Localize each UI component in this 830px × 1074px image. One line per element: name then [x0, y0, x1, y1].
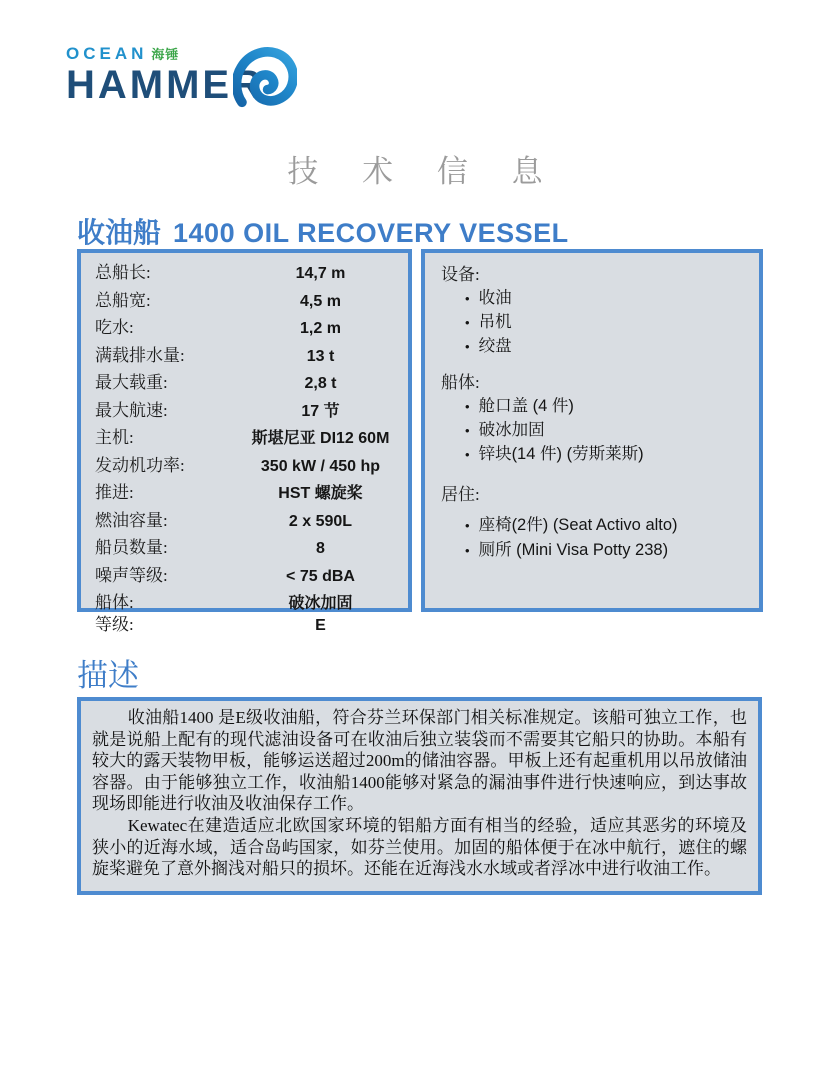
equipment-item	[441, 336, 745, 357]
logo-chinese-text: 海锤	[151, 47, 180, 62]
document-title: 技 术 信 息	[287, 154, 561, 189]
spec-value: < 75 dBA	[286, 567, 355, 585]
vessel-heading-cn: 收油船	[77, 218, 162, 249]
wave-swirl-icon	[233, 46, 297, 110]
spec-label: 发动机功率:	[95, 455, 185, 475]
spec-row	[95, 262, 396, 285]
logo	[66, 44, 306, 114]
bullet-icon: •	[465, 399, 470, 414]
spec-row	[95, 510, 396, 533]
spec-row	[95, 372, 396, 395]
spec-value: 1,2 m	[300, 320, 341, 337]
spec-label: 等级:	[95, 614, 134, 634]
spec-label: 船员数量:	[95, 538, 168, 557]
equipment-item-list	[441, 288, 745, 357]
spec-label: 燃油容量:	[95, 510, 168, 530]
equipment-item	[441, 396, 745, 417]
equipment-section-accommodation	[441, 484, 745, 561]
equipment-item	[441, 420, 745, 441]
spec-row	[95, 615, 396, 635]
equipment-item-label: 舱口盖 (4 件)	[478, 397, 574, 415]
equipment-item-label: 绞盘	[478, 337, 512, 355]
spec-label: 总船长:	[95, 263, 151, 282]
equipment-box	[421, 249, 763, 612]
spec-label: 最大航速:	[95, 400, 168, 420]
panels-row	[77, 249, 763, 634]
equipment-section-hull	[441, 372, 745, 465]
logo-ocean-text: OCEAN	[66, 44, 148, 63]
equipment-item-label: 破冰加固	[478, 421, 545, 439]
spec-value: 17 节	[301, 402, 340, 420]
equipment-item-label: 收油	[478, 289, 512, 307]
spec-label: 最大载重:	[95, 373, 168, 392]
spec-row	[95, 455, 396, 478]
equipment-section-title: 设备:	[441, 265, 480, 284]
equipment-item-label: 厕所 (Mini Visa Potty 238)	[478, 541, 669, 559]
spec-row	[95, 427, 396, 450]
spec-value: 13 t	[306, 347, 335, 365]
equipment-item	[441, 288, 745, 309]
equipment-item	[441, 540, 745, 561]
spec-box	[77, 249, 412, 634]
equipment-section-devices	[441, 264, 745, 357]
spec-row	[95, 400, 396, 423]
spec-value: 2 x 590L	[288, 512, 353, 530]
spec-value: 2,8 t	[304, 375, 337, 392]
spec-row	[95, 565, 396, 588]
spec-label: 吃水:	[95, 318, 134, 337]
spec-label: 总船宽:	[95, 290, 151, 310]
bullet-icon: •	[465, 315, 470, 330]
bullet-icon: •	[465, 543, 470, 558]
spec-value: E	[315, 616, 326, 634]
spec-row	[95, 290, 396, 313]
equipment-item-label: 座椅(2件) (Seat Activo alto)	[478, 516, 678, 534]
vessel-heading	[77, 211, 569, 251]
spec-value: 350 kW / 450 hp	[260, 457, 381, 475]
equipment-item-list	[441, 515, 745, 561]
spec-label: 船体:	[95, 593, 134, 612]
equipment-section-title: 居住:	[441, 485, 480, 504]
spec-value: 4,5 m	[300, 292, 341, 310]
description-paragraph: 收油船1400 是E级收油船，符合芬兰环保部门相关标准规定。该船可独立工作，也就是说船上配有的现代滤油设备可在收油后独立装袋而不需要其它船只的协助。本船有较大的露天装物甲板，能够运送超过200m的储油容器。甲板上还有起重机用以吊放储油容器。由于能够独立工作，收油船1400能够对紧急的漏油事件进行快速响应，到达事故现场即能进行收油及收油保存工作。	[92, 708, 747, 814]
spec-value: 14,7 m	[295, 265, 346, 282]
description-title: 描述	[77, 658, 139, 693]
spec-label: 满载排水量:	[95, 345, 185, 365]
spec-label: 推进:	[95, 483, 134, 502]
equipment-item-list	[441, 396, 745, 465]
spec-value: 8	[316, 540, 325, 557]
spec-value: 破冰加固	[288, 595, 353, 612]
spec-row	[95, 317, 396, 340]
equipment-item	[441, 515, 745, 536]
bullet-icon: •	[465, 339, 470, 354]
logo-hammer-text: HAMMER	[66, 63, 264, 107]
bullet-icon: •	[465, 518, 470, 533]
equipment-item	[441, 444, 745, 465]
equipment-section-title: 船体:	[441, 373, 480, 392]
spec-label: 主机:	[95, 428, 134, 447]
spec-row	[95, 345, 396, 368]
bullet-icon: •	[465, 447, 470, 462]
spec-value: 斯堪尼亚 DI12 60M	[251, 430, 390, 447]
equipment-item-label: 吊机	[478, 313, 512, 331]
spec-label: 噪声等级:	[95, 565, 168, 585]
spec-row	[95, 482, 396, 505]
vessel-heading-en: 1400 OIL RECOVERY VESSEL	[173, 218, 569, 248]
description-paragraph: Kewatec在建造适应北欧国家环境的铝船方面有相当的经验，适应其恶劣的环境及狭小的近海水域，适合岛屿国家，如芬兰使用。加固的船体便于在冰中航行，遮住的螺旋桨避免了意外搁浅对船只的损坏。还能在近海浅水水域或者浮冰中进行收油工作。	[92, 815, 747, 879]
spec-value: HST 螺旋桨	[278, 485, 363, 502]
spec-row	[95, 537, 396, 560]
bullet-icon: •	[465, 423, 470, 438]
spec-row	[95, 592, 396, 615]
description-box	[77, 697, 762, 895]
equipment-item	[441, 312, 745, 333]
bullet-icon: •	[465, 291, 470, 306]
equipment-item-label: 锌块(14 件) (劳斯莱斯)	[478, 445, 644, 463]
